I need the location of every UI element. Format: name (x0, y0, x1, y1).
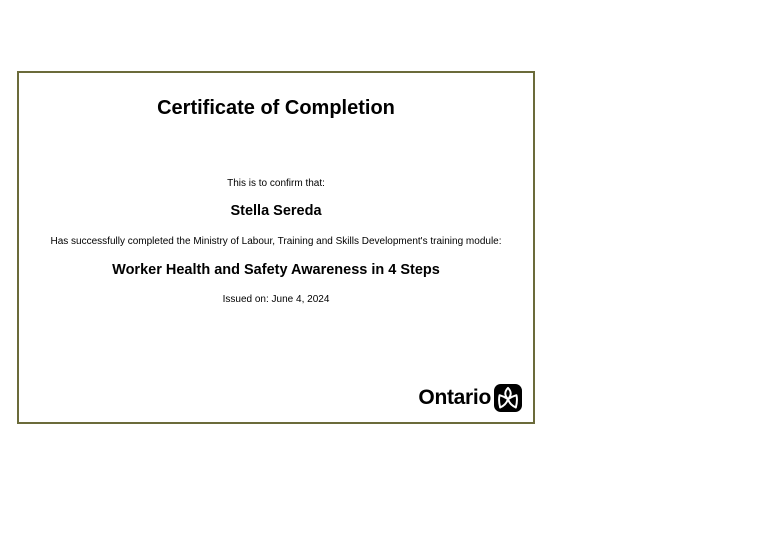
completion-statement: Has successfully completed the Ministry of Labour, Training and Skills Development's training module: (50, 236, 502, 247)
issued-date: June 4, 2024 (271, 294, 330, 305)
ontario-trillium-icon (494, 384, 522, 412)
module-name: Worker Health and Safety Awareness in 4 Steps (112, 262, 440, 278)
issued-label: Issued on: (222, 294, 269, 305)
certificate-frame (17, 71, 535, 424)
issued-date-line (19, 294, 533, 305)
certificate-title: Certificate of Completion (157, 97, 395, 119)
recipient-name: Stella Sereda (230, 203, 322, 219)
confirm-text: This is to confirm that: (227, 178, 325, 189)
ontario-wordmark: Ontario (418, 386, 491, 409)
ontario-logo (418, 384, 522, 412)
